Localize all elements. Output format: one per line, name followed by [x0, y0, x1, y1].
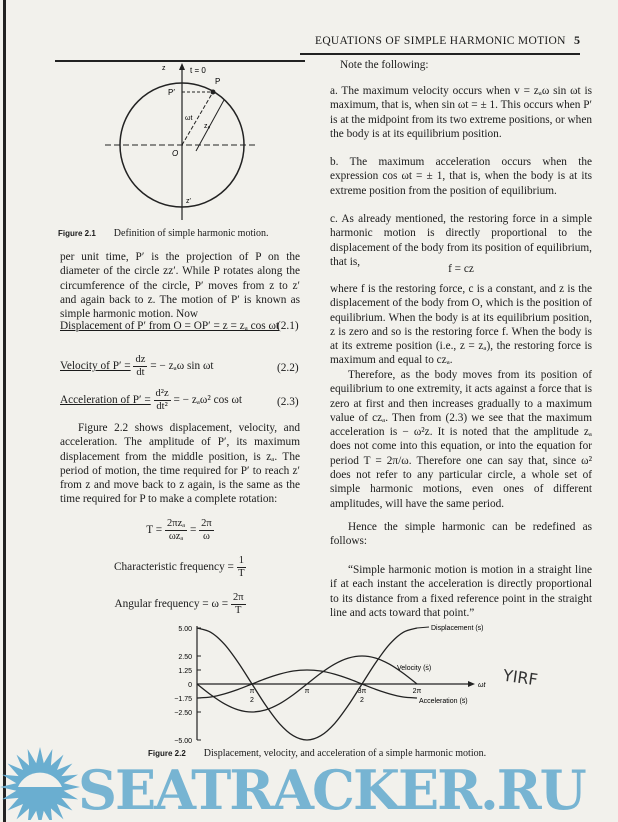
definition-quote: “Simple harmonic motion is motion in a straight line if at each instant the acceleration is directly proportional to its distance from a fixed reference point in the straight line and acts toward that point.” [330, 564, 592, 619]
paragraph-projection: per unit time, P′ is the projection of P on the diameter of the circle zz′. While P rotates along the circumference of the circle, P′ moves from z to z′ and again back to z. The motion of P′ is known as simple harmonic motion. Now [60, 251, 300, 321]
legend-velocity: Velocity (ṡ) [397, 665, 432, 673]
label-p-prime: P′ [168, 88, 175, 97]
denominator: dt² [156, 401, 168, 412]
figure-2-2-chart [150, 615, 510, 750]
period-lhs: T = [146, 524, 163, 537]
x-axis-arrow-icon [468, 681, 475, 687]
note-heading: Note the following: [340, 59, 429, 71]
label-z: z [162, 65, 166, 72]
y-tick-label: 2.50 [178, 654, 192, 661]
sun-logo-icon [0, 735, 80, 820]
x-tick-label-denominator: 2 [250, 697, 254, 704]
equation-period [60, 518, 300, 543]
denominator: T [235, 605, 242, 616]
label-za: z₀ [204, 123, 211, 130]
denominator: dt [136, 367, 145, 378]
equation-2-3-number: (2.3) [277, 396, 299, 408]
equation-2-3 [60, 388, 242, 413]
label-omega-t: ωt [185, 115, 193, 122]
equation-2-2-lhs: Velocity of P′ = [60, 360, 131, 373]
equation-2-2 [60, 354, 214, 379]
figure-2-1-caption [58, 228, 269, 239]
denominator: ω [202, 531, 210, 542]
point-p [211, 90, 216, 95]
numerator: d²z [155, 388, 169, 399]
x-axis-label: ωt [478, 682, 486, 689]
watermark: SEATRACKER.RU [78, 758, 585, 822]
x-tick-label: 3π [357, 688, 367, 695]
legend-displacement: Displacement (s) [431, 625, 484, 632]
note-a: a. The maximum velocity occurs when v = zₐω sin ωt is maximum, that is, when sin ωt = ± 1. This occurs when P′ is at the midpoint from its two extreme positions, or when the body is at its equilibrium position. [330, 85, 592, 140]
x-tick-label: π [249, 688, 255, 695]
fraction [133, 354, 147, 379]
equation-2-3-rhs: = − zₐω² cos ωt [173, 394, 243, 407]
frequency-lhs: Characteristic frequency = [114, 561, 234, 574]
equals: = [189, 524, 197, 537]
x-tick-label: π [304, 688, 310, 695]
y-tick-label: 1.25 [178, 668, 192, 675]
equation-2-1-number: (2.1) [277, 320, 299, 332]
y-tick-label: 0 [188, 682, 192, 689]
header-rule [300, 53, 580, 55]
caption-text: Displacement, velocity, and acceleration of a simple harmonic motion. [203, 748, 487, 759]
equation-2-1-text: Displacement of P′ from O = OP′ = z = zₐ cos ωt [60, 320, 280, 332]
equation-2-1 [60, 320, 279, 332]
fraction [165, 518, 187, 543]
z-axis-arrow-icon [179, 63, 185, 70]
figure-2-1-circle-diagram [100, 60, 270, 225]
paragraph-figure-2-2: Figure 2.2 shows displacement, velocity, and acceleration. The amplitude of P′, its maximum displacement from the middle position, is zₐ. The period of motion, the time required for P′ to reach z′ from z and move back to z again, is the same as the time required for P to make a complete rotation: [60, 422, 300, 506]
y-tick-label: −1.75 [174, 696, 192, 703]
equation-characteristic-frequency [60, 555, 300, 580]
legend-leader [417, 627, 429, 628]
paragraph-therefore: Therefore, as the body moves from its position of equilibrium to one extremity, it acts against a force that is zero at first and then increases gradually to a maximum value of czₐ. Then from (2.3) we see that the maximum acceleration is − ω²z. It is noted that the amplitude zₐ does not come into this equation, or into the equation for period T = 2π/ω. Therefore one can say that, since ω² does not refer to any particular circle, a whole set of simple harmonic motions, even ones of different amplitudes, will have the same period. [330, 369, 592, 510]
label-z-prime: z′ [186, 198, 191, 205]
handwritten-annotation: YIRF [501, 665, 539, 690]
numerator: dz [135, 354, 146, 365]
note-b: b. The maximum acceleration occurs when the expression cos ωt = ± 1, that is, when the body is at its extreme position from the position of equilibrium. [330, 156, 592, 197]
label-p: P [215, 77, 221, 86]
fraction [199, 518, 214, 543]
caption-label: Figure 2.2 [148, 749, 186, 758]
numerator: 2π [232, 592, 244, 603]
paragraph-where: where f is the restoring force, c is a constant, and z is the displacement of the body from O, which is the position of equilibrium. When the body is at its equilibrium position, z is zero and so is the restoring force f. When the body is at its extreme position (i.e., z = zₐ), the restoring force is maximum and equal to czₐ. [330, 283, 592, 367]
scan-edge [3, 0, 6, 822]
fraction [237, 555, 246, 580]
equation-2-2-number: (2.2) [277, 362, 299, 374]
x-tick-label-denominator: 2 [360, 697, 364, 704]
note-c: c. As already mentioned, the restoring force in a simple harmonic motion is directly proportional to the displacement of the body from its position of equilibrium, that is, [330, 213, 592, 268]
numerator: 1 [238, 555, 244, 566]
angular-frequency-lhs: Angular frequency = ω = [114, 598, 229, 611]
x-tick-label: 2π [412, 688, 422, 695]
fraction [154, 388, 171, 413]
equation-restoring-force: f = cz [448, 263, 474, 275]
running-title: EQUATIONS OF SIMPLE HARMONIC MOTION [315, 35, 566, 47]
legend-acceleration: Acceleration (s̈) [419, 698, 468, 705]
y-tick-label: −2.50 [174, 710, 192, 717]
fraction [231, 592, 246, 617]
numerator: 2πzₐ [167, 518, 186, 529]
paragraph-hence: Hence the simple harmonic can be redefined as follows: [330, 521, 592, 548]
denominator: T [238, 568, 245, 579]
label-o: O [172, 149, 179, 158]
equation-2-3-lhs: Acceleration of P′ = [60, 394, 151, 407]
caption-label: Figure 2.1 [58, 229, 96, 238]
denominator: ωzₐ [168, 531, 184, 542]
numerator: 2π [201, 518, 212, 529]
equation-angular-frequency [60, 592, 300, 617]
label-t0: t = 0 [190, 66, 206, 75]
page-number: 5 [574, 33, 580, 47]
equation-2-2-rhs: = − zₐω sin ωt [150, 360, 214, 373]
y-tick-label: 5.00 [178, 626, 192, 633]
y-tick-label: −5.00 [174, 738, 192, 745]
caption-text: Definition of simple harmonic motion. [113, 228, 269, 239]
